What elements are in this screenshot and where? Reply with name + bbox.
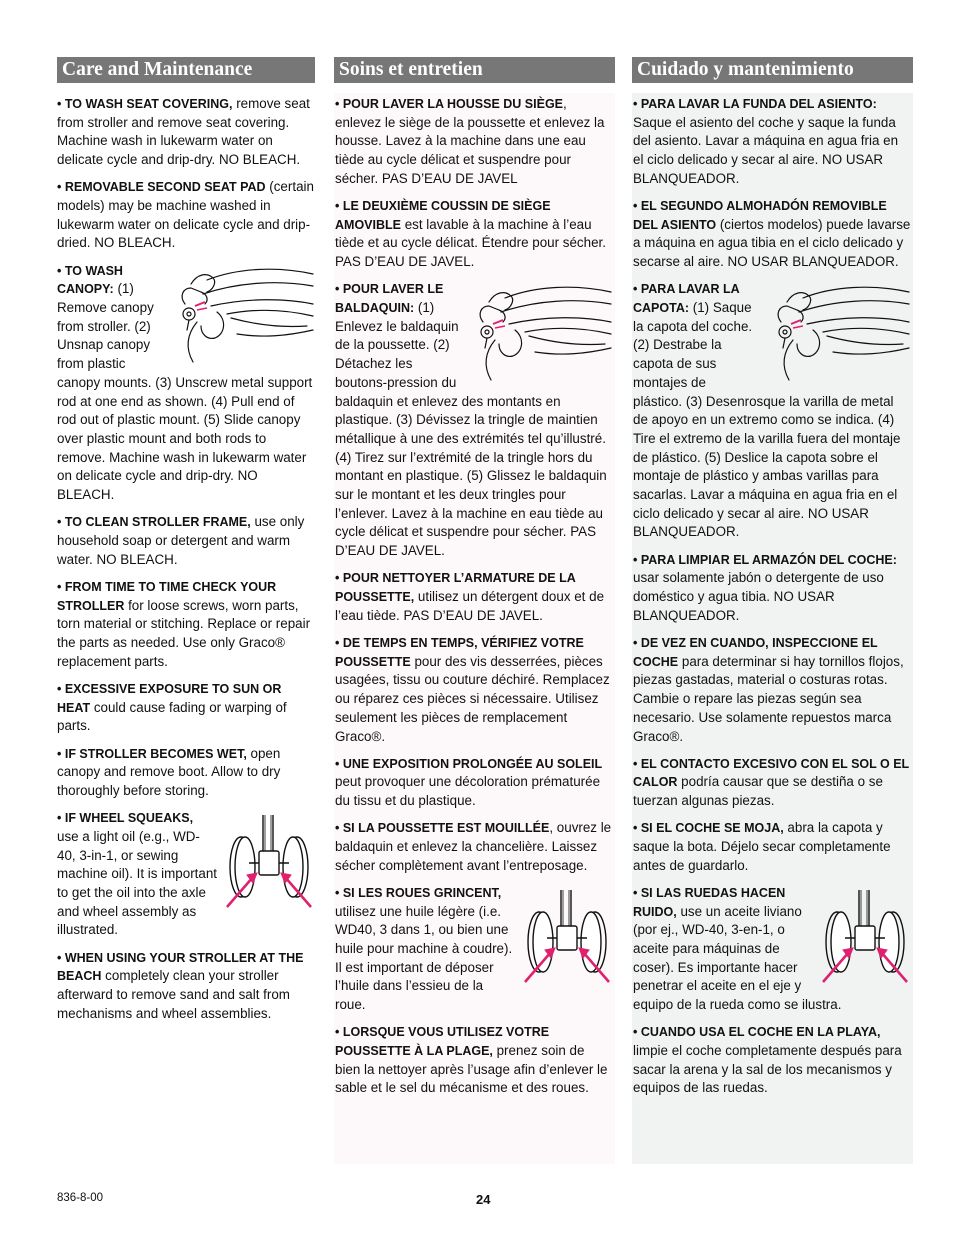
document-code: 836-8-00 [57,1192,104,1204]
column-content [632,83,913,1098]
care-instruction-item [57,178,315,253]
care-instruction-item [57,949,315,1024]
instruction-text: peut provoquer une décoloration prématurée du tissu et du plastique. [335,774,601,809]
instruction-heading: • LORSQUE VOUS UTILISEZ VOTRE POUSSETTE À LA PLAGE, [335,1025,550,1059]
care-instruction-item [57,95,315,170]
care-instruction-item [335,280,613,561]
care-instruction-item [633,819,911,875]
instruction-heading: • POUR NETTOYER L’ARMATURE DE LA POUSSETTE, [335,571,576,605]
care-instruction-item [335,197,613,272]
care-instruction-item [57,262,315,505]
wheel-figure [819,886,911,986]
instruction-text: abra la capota y saque la bota. Déjelo secar completamente antes de guardarlo. [633,820,891,873]
canopy-figure [465,282,613,388]
instruction-text: (1) Saque la capota del coche. (2) Destrabe la capota de sus montajes de plástico. (3) Desenrosque la varilla de metal de apoyo en un extremo como se indica. (4) Tire el extremo de la varilla fuera del montaje de plástico. (5) Deslice la capota sobre el montaje de plástico y ambas varillas para sacarlas. Lavar a máquina en agua fria en el ciclo delicado y secar al aire. NO USAR BLANQUEADOR. [633,300,901,540]
column-english [57,57,315,1032]
instruction-text: , enlevez le siège de la poussette et enlevez la housse. Lavez à la machine dans une eau tiède au cycle délicat et suspendre pour sécher. PAS D’EAU DE JAVEL [335,96,605,186]
instruction-heading: • DE VEZ EN CUANDO, INSPECCIONE EL COCHE [633,635,878,669]
care-instruction-item [335,1023,613,1098]
instruction-heading: • PARA LIMPIAR EL ARMAZÓN DEL COCHE: [633,552,897,567]
instruction-text: remove seat from stroller and remove seat covering. Machine wash in lukewarm water on delicate cycle and drip-dry. NO BLEACH. [57,96,310,168]
care-instruction-item [335,569,613,625]
section-heading: Care and Maintenance [57,57,315,83]
care-instruction-item [633,634,911,746]
care-instruction-item [335,634,613,746]
instruction-text: for loose screws, worn parts, torn material or stitching. Replace or repair the parts as needed. Use only Graco® replacement parts. [57,597,311,669]
instruction-heading: • SI LES ROUES GRINCENT, [335,885,502,900]
wheel-figure [521,886,613,986]
instruction-heading: • EXCESSIVE EXPOSURE TO SUN OR HEAT [57,681,282,715]
care-instruction-item [335,95,613,189]
instruction-text: use un aceite liviano (por ej., WD-40, 3-en-1, o aceite para máquinas de coser). Es importante hacer penetrar el aceite en el eje y equipo de la rueda como se ilustra. [633,903,842,1013]
instruction-text: est lavable à la machine à l’eau tiède et au cycle délicat. Étendre pour sécher. PAS D’EAU DE JAVEL. [335,216,606,270]
care-instruction-item [633,95,911,189]
care-instruction-item [57,578,315,672]
canopy-rod-illustration [167,264,315,370]
canopy-rod-illustration [763,282,911,388]
instruction-text: , ouvrez le baldaquin et enlevez la chancelière. Laissez sécher complètement avant l’entreposage. [335,820,612,873]
section-heading: Cuidado y mantenimiento [632,57,913,83]
wheel-oil-illustration [521,886,613,986]
wheel-oil-illustration [819,886,911,986]
instruction-heading: • SI LA POUSSETTE EST MOUILLÉE [335,821,550,836]
instruction-text: (1) Remove canopy from stroller. (2) Unsnap canopy from plastic canopy mounts. (3) Unscrew metal support rod at one end as shown. (4) Pull end of rod out of plastic mount. (5) Slide canopy over plastic mount and both rods to remove. Machine wash in lukewarm water on delicate cycle and drip-dry. NO BLEACH. [57,281,313,503]
instruction-heading: • POUR LAVER LA HOUSSE DU SIÈGE [335,97,564,111]
wheel-figure [223,811,315,911]
instruction-text: (ciertos modelos) puede lavarse a máquina en agua tibia en el ciclo delicado y secarse al aire. NO USAR BLANQUEADOR. [633,216,911,270]
instruction-heading: • WHEN USING YOUR STROLLER AT THE BEACH [57,950,304,984]
instruction-heading: • UNE EXPOSITION PROLONGÉE AU SOLEIL [335,756,603,771]
instruction-text: pour des vis desserrées, pièces usagées, tissu ou couture déchiré. Remplacez ou réparez ces pièces si nécessaire. Utilisez seulement les pièces de remplacement Graco®. [335,653,610,744]
instruction-heading: • LE DEUXIÈME COUSSIN DE SIÈGE AMOVIBLE [335,199,551,232]
instruction-heading: • IF WHEEL SQUEAKS, [57,811,194,826]
instruction-heading: • TO WASH SEAT COVERING, [57,97,233,111]
care-instruction-item [633,1023,911,1098]
canopy-figure [167,264,315,370]
instruction-heading: • IF STROLLER BECOMES WET, [57,746,247,761]
instruction-text: could cause fading or warping of parts. [57,699,287,734]
care-instruction-item [335,884,613,1015]
instruction-text: prenez soin de bien la nettoyer après l’usage afin d’enlever le sable et le sel du mécanisme et des roues. [335,1043,608,1096]
instruction-text: para determinar si hay tornillos flojos, piezas gastadas, material o costuras rotas. Cambie o repare las piezas según sea necesario. Use solamente repuestos marca Graco®. [633,653,904,744]
instruction-heading: • EL CONTACTO EXCESIVO CON EL SOL O EL CALOR [633,756,909,790]
instruction-text: use only household soap or detergent and warm water. NO BLEACH. [57,514,305,567]
column-content [334,83,615,1098]
care-instruction-item [633,755,911,811]
instruction-text: usar solamente jabón o detergente de uso doméstico y agua tibia. NO USAR BLANQUEADOR. [633,570,884,623]
care-instruction-item [633,884,911,1015]
page-number: 24 [476,1192,491,1207]
instruction-text: utilisez un détergent doux et de l’eau tiède. PAS D’EAU DE JAVEL. [335,589,605,623]
instruction-heading: • PARA LAVAR LA FUNDA DEL ASIENTO: [633,97,877,111]
care-instruction-item [633,280,911,542]
instruction-heading: • POUR LAVER LE BALDAQUIN: [335,282,444,316]
instruction-text: open canopy and remove boot. Allow to dry thoroughly before storing. [57,745,281,798]
instruction-text: (1) Enlevez le baldaquin de la poussette. (2) Détachez les boutons-pression du baldaquin et enlevez des montants en plastique. (3) Dévissez la tringle de maintien métallique à une des extrémités tel qu’illustré. (4) Tirez sur l’extrémité de la tringle hors du montant en plastique. (5) Glissez le baldaquin sur le montant et les deux tringles pour l’enlever. Lavez à la machine en eau tiède au cycle délicat et suspendre pour sécher. PAS D’EAU DE JAVEL. [335,300,607,559]
care-instruction-item [57,745,315,801]
instruction-text: Saque el asiento del coche y saque la funda del asiento. Lavar a máquina en agua fria en el ciclo delicado y secar al aire. NO USAR BLANQUEADOR. [633,114,899,186]
care-instruction-item [57,513,315,569]
instruction-heading: • CUANDO USA EL COCHE EN LA PLAYA, [633,1025,881,1040]
instruction-text: use a light oil (e.g., WD-40, 3-in-1, or sewing machine oil). It is important to get the oil into the axle and wheel assembly as illustrated. [57,828,218,938]
instruction-text: (certain models) may be machine washed in lukewarm water on delicate cycle and drip-dried. NO BLEACH. [57,179,314,251]
instruction-text: utilisez une huile légère (i.e. WD40, 3 dans 1, ou bien une huile pour machine à coudre). Il est important de déposer l’huile dans l’essieu de la roue. [335,903,513,1013]
column-content [57,83,315,1023]
care-instruction-item [57,809,315,940]
column-french [334,57,615,1107]
care-instruction-item [335,755,613,811]
instruction-heading: • EL SEGUNDO ALMOHADÓN REMOVIBLE DEL ASIENTO [633,199,887,232]
instruction-heading: • SI LAS RUEDAS HACEN RUIDO, [633,885,786,919]
instruction-heading: • DE TEMPS EN TEMPS, VÉRIFIEZ VOTRE POUSSETTE [335,635,584,669]
wheel-oil-illustration [223,811,315,911]
instruction-heading: • PARA LAVAR LA CAPOTA: [633,282,740,316]
instruction-text: podría causar que se destiña o se tuerzan algunas piezas. [633,774,883,809]
instruction-heading: • REMOVABLE SECOND SEAT PAD [57,180,266,195]
canopy-figure [763,282,911,388]
column-spanish [632,57,913,1107]
section-heading: Soins et entretien [334,57,615,83]
instruction-heading: • SI EL COCHE SE MOJA, [633,821,784,836]
care-instruction-item [335,819,613,875]
instruction-heading: • TO WASH CANOPY: [57,263,123,297]
care-instruction-item [633,197,911,272]
instruction-heading: • TO CLEAN STROLLER FRAME, [57,515,251,530]
instruction-text: limpie el coche completamente después para sacar la arena y la sal de los mecanismos y equipos de las ruedas. [633,1043,902,1096]
canopy-rod-illustration [465,282,613,388]
instruction-heading: • FROM TIME TO TIME CHECK YOUR STROLLER [57,579,277,613]
instruction-text: completely clean your stroller afterward to remove sand and salt from mechanisms and wheel assemblies. [57,968,290,1021]
care-instruction-item [633,551,911,626]
care-instruction-item [57,680,315,736]
